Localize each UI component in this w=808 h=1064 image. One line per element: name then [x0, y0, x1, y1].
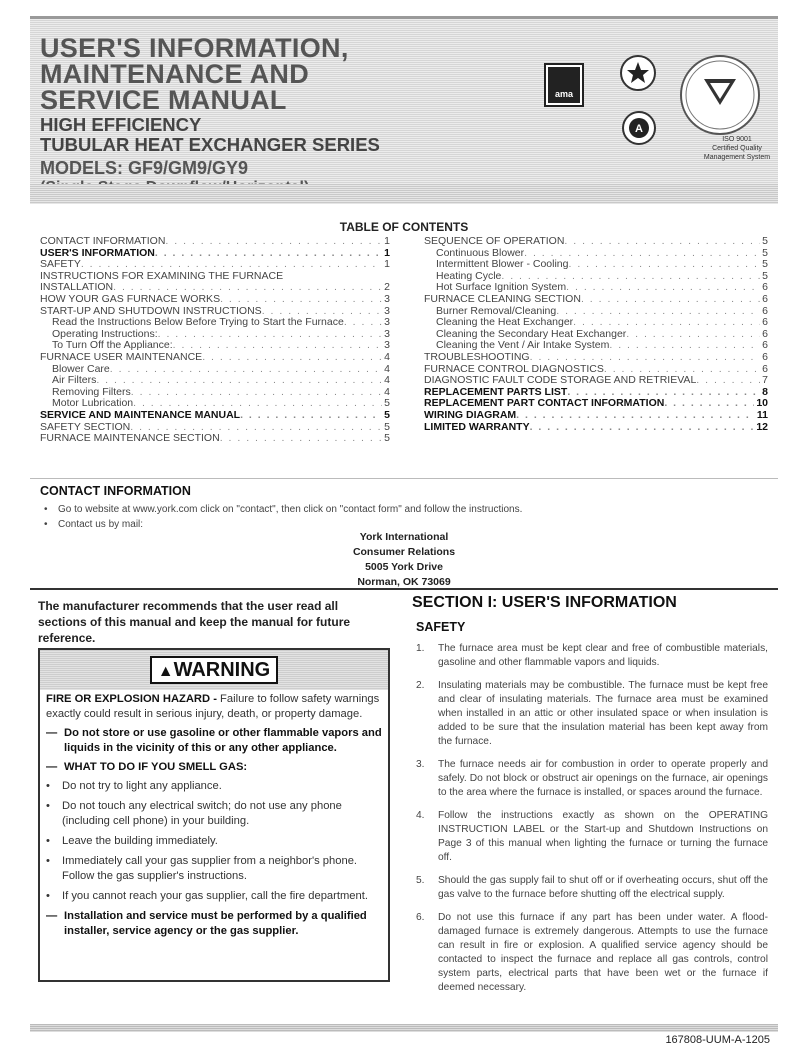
toc-entry[interactable]: HOW YOUR GAS FURNACE WORKS . . . 3: [40, 294, 390, 306]
toc-entry[interactable]: START-UP AND SHUTDOWN INSTRUCTIONS . . . 3: [40, 306, 390, 318]
toc-entry[interactable]: TROUBLESHOOTING . . . 6: [424, 352, 768, 364]
certification-seal-icon: [620, 55, 656, 91]
contact-heading: CONTACT INFORMATION: [40, 484, 191, 498]
document-subtitle: HIGH EFFICIENCY TUBULAR HEAT EXCHANGER SERIES: [40, 114, 380, 155]
warning-label: ▲WARNING: [150, 656, 278, 684]
toc-left-column: [40, 236, 390, 445]
toc-entry[interactable]: Read the Instructions Below Before Trying to Start the Furnace . . . 3: [40, 317, 390, 329]
toc-entry[interactable]: CONTACT INFORMATION . . . 1: [40, 236, 390, 248]
toc-entry[interactable]: WIRING DIAGRAM . . . 11: [424, 410, 768, 422]
toc-entry[interactable]: SAFETY SECTION . . . 5: [40, 422, 390, 434]
toc-entry[interactable]: Cleaning the Vent / Air Intake System . . . 6: [424, 340, 768, 352]
toc-entry[interactable]: SEQUENCE OF OPERATION . . . 5: [424, 236, 768, 248]
warning-box: [38, 648, 390, 982]
toc-entry[interactable]: Removing Filters . . . 4: [40, 387, 390, 399]
toc-entry[interactable]: FURNACE CONTROL DIAGNOSTICS . . . 6: [424, 364, 768, 376]
safety-item: 1. The furnace area must be kept clear and free of combustible materials, gasoline and other flammable vapors and liquids.: [416, 643, 768, 668]
contact-bullet: • Contact us by mail:: [44, 517, 522, 532]
toc-right-column: [424, 236, 768, 433]
warning-triangle-icon: ▲: [157, 663, 174, 680]
safety-list: [416, 642, 768, 1004]
toc-entry[interactable]: USER'S INFORMATION . . . 1: [40, 248, 390, 260]
listing-mark-icon: [622, 111, 656, 145]
toc-entry[interactable]: Operating Instructions: . . . 3: [40, 329, 390, 341]
iso-certification-text: ISO 9001 Certified Quality Management System: [703, 136, 771, 161]
toc-entry[interactable]: Air Filters . . . 4: [40, 375, 390, 387]
toc-entry[interactable]: FURNACE MAINTENANCE SECTION . . . 5: [40, 433, 390, 445]
header-banner: [30, 16, 778, 204]
toc-entry[interactable]: Motor Lubrication . . . 5: [40, 398, 390, 410]
toc-entry[interactable]: LIMITED WARRANTY . . . 12: [424, 422, 768, 434]
section-heading: SECTION I: USER'S INFORMATION: [412, 594, 677, 611]
document-title: USER'S INFORMATION, MAINTENANCE AND SERVICE MANUAL: [40, 33, 349, 115]
safety-heading: SAFETY: [416, 620, 466, 634]
safety-item: 3. The furnace needs air for combustion in order to operate properly and safely. Do not block or obstruct air openings on the furnace, air openings to the area where the furnace is installed, or spaces around the furnace.: [416, 759, 768, 798]
svg-text:A: A: [635, 123, 643, 135]
toc-entry[interactable]: DIAGNOSTIC FAULT CODE STORAGE AND RETRIEVAL . . . 7: [424, 375, 768, 387]
iso-registration-seal-icon: [680, 55, 760, 135]
warning-bullet: • Do not touch any electrical switch; do not use any phone (including cell phone) in your building.: [46, 800, 342, 827]
toc-entry[interactable]: Blower Care . . . 4: [40, 364, 390, 376]
toc-entry[interactable]: Hot Surface Ignition System . . . 6: [424, 282, 768, 294]
warning-bullet: • Immediately call your gas supplier from a neighbor's phone. Follow the gas supplier's instructions.: [46, 855, 358, 882]
toc-entry[interactable]: Intermittent Blower - Cooling . . . 5: [424, 259, 768, 271]
models-line: MODELS: GF9/GM9/GY9: [40, 158, 249, 178]
toc-entry[interactable]: Burner Removal/Cleaning . . . 6: [424, 306, 768, 318]
warning-bullet: • Leave the building immediately.: [46, 835, 218, 847]
intro-text: The manufacturer recommends that the user read all sections of this manual and keep the manual for future reference.: [38, 599, 351, 645]
toc-entry[interactable]: INSTRUCTIONS FOR EXAMINING THE FURNACE: [40, 270, 284, 282]
toc-entry[interactable]: FURNACE CLEANING SECTION . . . 6: [424, 294, 768, 306]
toc-entry[interactable]: Heating Cycle . . . 5: [424, 271, 768, 283]
toc-entry[interactable]: Cleaning the Heat Exchanger . . . 6: [424, 317, 768, 329]
toc-title: TABLE OF CONTENTS: [339, 220, 469, 234]
toc-entry[interactable]: REPLACEMENT PARTS LIST . . . 8: [424, 387, 768, 399]
toc-entry[interactable]: FURNACE USER MAINTENANCE . . . 4: [40, 352, 390, 364]
toc-entry[interactable]: Cleaning the Secondary Heat Exchanger . . . 6: [424, 329, 768, 341]
toc-entry[interactable]: INSTALLATION . . . 2: [40, 282, 390, 294]
warning-body: FIRE OR EXPLOSION HAZARD - Failure to follow safety warnings exactly could result in serious injury, death, or property damage. — Do not store or use gasoline or other flammable vapors and liquids in the vicinity of this or any other appliance. — WHAT TO DO IF YOU SMELL GAS: • Do not try to light any appliance. • Do not touch any electrical switch; do not use any phone (including cell phone) in your building. • Leave the building immediately. • Immediately call your gas supplier from a neighbor's phone. Follow the gas supplier's instructions. • If you cannot reach your gas supplier, call the fire department. — Installation and service must be performed by a qualified installer, service agency or the gas supplier.: [46, 693, 382, 937]
section-divider: [30, 588, 778, 590]
header-stripe-bar: [30, 184, 778, 204]
safety-item: 4. Follow the instructions exactly as shown on the OPERATING INSTRUCTION LABEL or the Start-up and Shutdown Instructions on Page 3 of this manual when lighting the furnace or turning the furnace off.: [416, 810, 768, 863]
mailing-address: York International Consumer Relations 5005 York Drive Norman, OK 73069: [352, 531, 456, 588]
warning-bullet: • If you cannot reach your gas supplier, call the fire department.: [46, 890, 368, 902]
divider: [30, 478, 778, 479]
toc-entry[interactable]: SERVICE AND MAINTENANCE MANUAL . . . 5: [40, 410, 390, 422]
document-number: 167808-UUM-A-1205: [665, 1034, 770, 1046]
gama-logo: ama: [544, 63, 584, 107]
safety-item: 2. Insulating materials may be combustible. The furnace must be kept free and clear of insulating materials. The furnace area must be examined when installed in an attic or other insulated space or when insulation is added to be sure that the insulation material has been kept away from the furnace.: [416, 680, 768, 747]
toc-entry[interactable]: REPLACEMENT PART CONTACT INFORMATION . . . 10: [424, 398, 768, 410]
toc-entry[interactable]: SAFETY . . . 1: [40, 259, 390, 271]
safety-item: 6. Do not use this furnace if any part has been under water. A flood-damaged furnace is extremely dangerous. Attempts to use the furnace can result in fire or explosion. A qualified service agency should be contacted to inspect the furnace and replace all gas controls, control system parts, electrical parts that have been wet or the furnace if deemed necessary.: [416, 912, 768, 993]
footer-stripe-bar: [30, 1024, 778, 1032]
toc-entry[interactable]: To Turn Off the Appliance: . . . 3: [40, 340, 390, 352]
warning-bullet: • Do not try to light any appliance.: [46, 780, 222, 792]
contact-bullet: • Go to website at www.york.com click on "contact", then click on "contact form" and follow the instructions.: [44, 502, 522, 517]
toc-entry[interactable]: Continuous Blower . . . 5: [424, 248, 768, 260]
safety-item: 5. Should the gas supply fail to shut off or if overheating occurs, shut off the gas valve to the furnace before shutting off the electrical supply.: [416, 875, 768, 900]
contact-bullets: [44, 502, 522, 532]
